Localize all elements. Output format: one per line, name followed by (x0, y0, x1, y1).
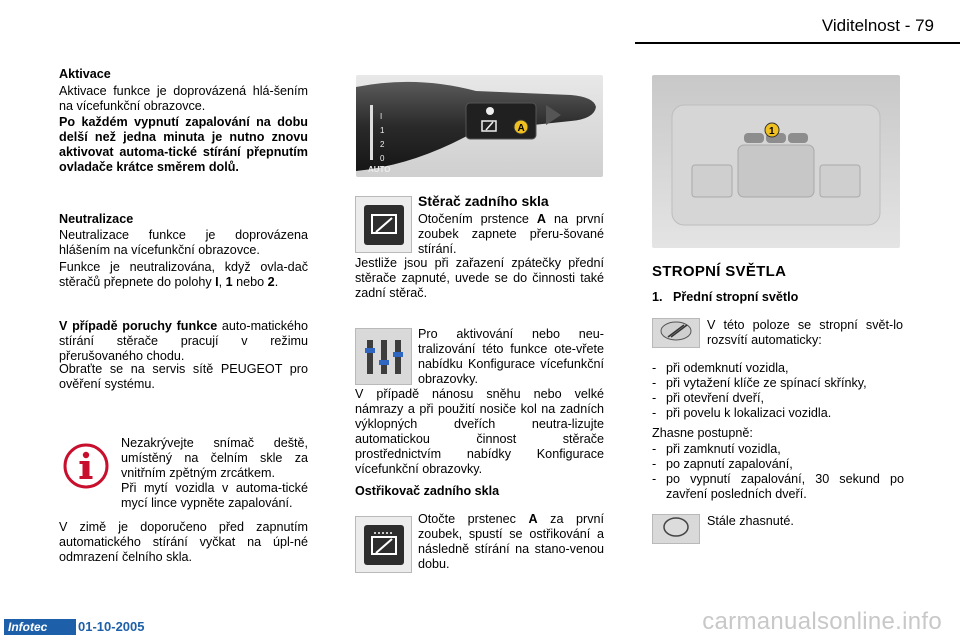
winter-text: V zimě je doporučeno před zapnutím automatického stírání vyčkat na úpl-né odmrazení čelního skla. (59, 520, 308, 564)
rear-wiper-icon-box (355, 196, 412, 253)
activation-text: Aktivace funkce je doprovázená hlá-šením na vícefunkční obrazovce. (59, 84, 308, 113)
auto-label: AUTO (368, 165, 391, 174)
footer-date: 01-10-2005 (78, 619, 145, 634)
rain-sensor-warning: Nezakrývejte snímač deště, umístěný na čelním skle za vnitřním zpětným zrcátkem. (121, 436, 308, 480)
list-item: - při zamknutí vozidla, (652, 442, 904, 457)
auto-position-text: V této poloze se stropní svět-lo rozsvítí automaticky: (707, 318, 903, 347)
list-item: - při odemknutí vozidla, (652, 361, 904, 376)
rear-washer-icon (364, 525, 404, 565)
svg-text:1: 1 (380, 126, 385, 135)
rear-washer-text: Otočte prstenec A za první zoubek, spustí se ostřikování a následně stírání na stano-venou dobu. (418, 512, 604, 571)
service-text: Obraťte se na servis sítě PEUGEOT pro ověření systému. (59, 362, 308, 391)
svg-text:0: 0 (380, 154, 385, 163)
neutralization-heading: Neutralizace (59, 212, 134, 226)
off-heading: Zhasne postupně: (652, 426, 753, 440)
off-position-icon-box (652, 514, 700, 544)
header-rule (635, 42, 960, 44)
rear-wiper-text: Otočením prstence A na první zoubek zapnete přeru-šované stírání. (418, 212, 604, 256)
list-item: - při povelu k lokalizaci vozidla. (652, 406, 904, 421)
ceiling-lights-heading: STROPNÍ SVĚTLA (652, 263, 787, 280)
rear-washer-icon-box (355, 516, 412, 573)
light-1-label: 1 (769, 126, 775, 137)
rear-wiper-heading: Stěrač zadního skla (418, 193, 549, 209)
config-text: Pro aktivování nebo neu-tralizování této funkce ote-vřete nabídku Konfigurace vícefunkční obrazovky. (418, 327, 604, 386)
list-item: - po vypnutí zapalování, 30 sekund po zavření posledních dveří. (652, 472, 904, 502)
reverse-gear-text: Jestliže jsou při zařazení zpátečky přední stěrače zapnuté, uvede se do činnosti také zadní stěrač. (355, 256, 604, 300)
page-title: Viditelnost - 79 (821, 16, 934, 35)
neutralization-positions-text: Funkce je neutralizována, když ovla-dač stěračů přepnete do polohy I, 1 nebo 2. (59, 260, 308, 289)
svg-text:I: I (380, 112, 383, 121)
light-off-icon (659, 516, 693, 543)
info-warning-icon (61, 441, 111, 491)
list-item: - při otevření dveří, (652, 391, 904, 406)
svg-text:2: 2 (380, 140, 385, 149)
front-light-heading: 1. Přední stropní světlo (652, 290, 799, 304)
auto-position-icon-box (652, 318, 700, 348)
infotec-logo: Infotec (4, 619, 76, 635)
watermark: carmanualsonline.info (702, 608, 942, 635)
rear-washer-heading: Ostřikovač zadního skla (355, 484, 500, 498)
snow-text: V případě nánosu sněhu nebo velké námrazy a při použití nosiče kol na zadních výklopných dveřích neutra-lizujte automatickou činnost stěrače prostřednictvím nabídky Konfigurace vícefunkční obrazovky. (355, 387, 604, 476)
light-on-list (652, 361, 904, 421)
ceiling-light-photo (652, 75, 900, 248)
list-item: - při vytažení klíče ze spínací skřínky, (652, 376, 904, 391)
light-off-list (652, 442, 904, 502)
wiper-stalk-photo (356, 75, 603, 177)
activation-heading: Aktivace (59, 67, 111, 81)
list-item: - po zapnutí zapalování, (652, 457, 904, 472)
carwash-warning: Při mytí vozidla v automa-tické mycí lince vypněte zapalování. (121, 481, 308, 510)
ring-a-label: A (517, 123, 525, 134)
always-off-text: Stále zhasnuté. (707, 514, 794, 528)
config-sliders-icon (361, 334, 407, 380)
activation-warning: Po každém vypnutí zapalování na dobu delší než jedna minuta je nutno znovu aktivovat automa-tické stírání přepnutím ovladače krátce směrem dolů. (59, 115, 308, 174)
config-menu-icon-box (355, 328, 412, 385)
failure-text: V případě poruchy funkce auto-matického stírání stěrače pracují v režimu přerušovaného chodu. (59, 319, 309, 363)
rear-wiper-icon (364, 205, 404, 245)
neutralization-text: Neutralizace funkce je doprovázena hlášením na vícefunkční obrazovce. (59, 228, 308, 257)
auto-light-door-icon (659, 320, 693, 347)
